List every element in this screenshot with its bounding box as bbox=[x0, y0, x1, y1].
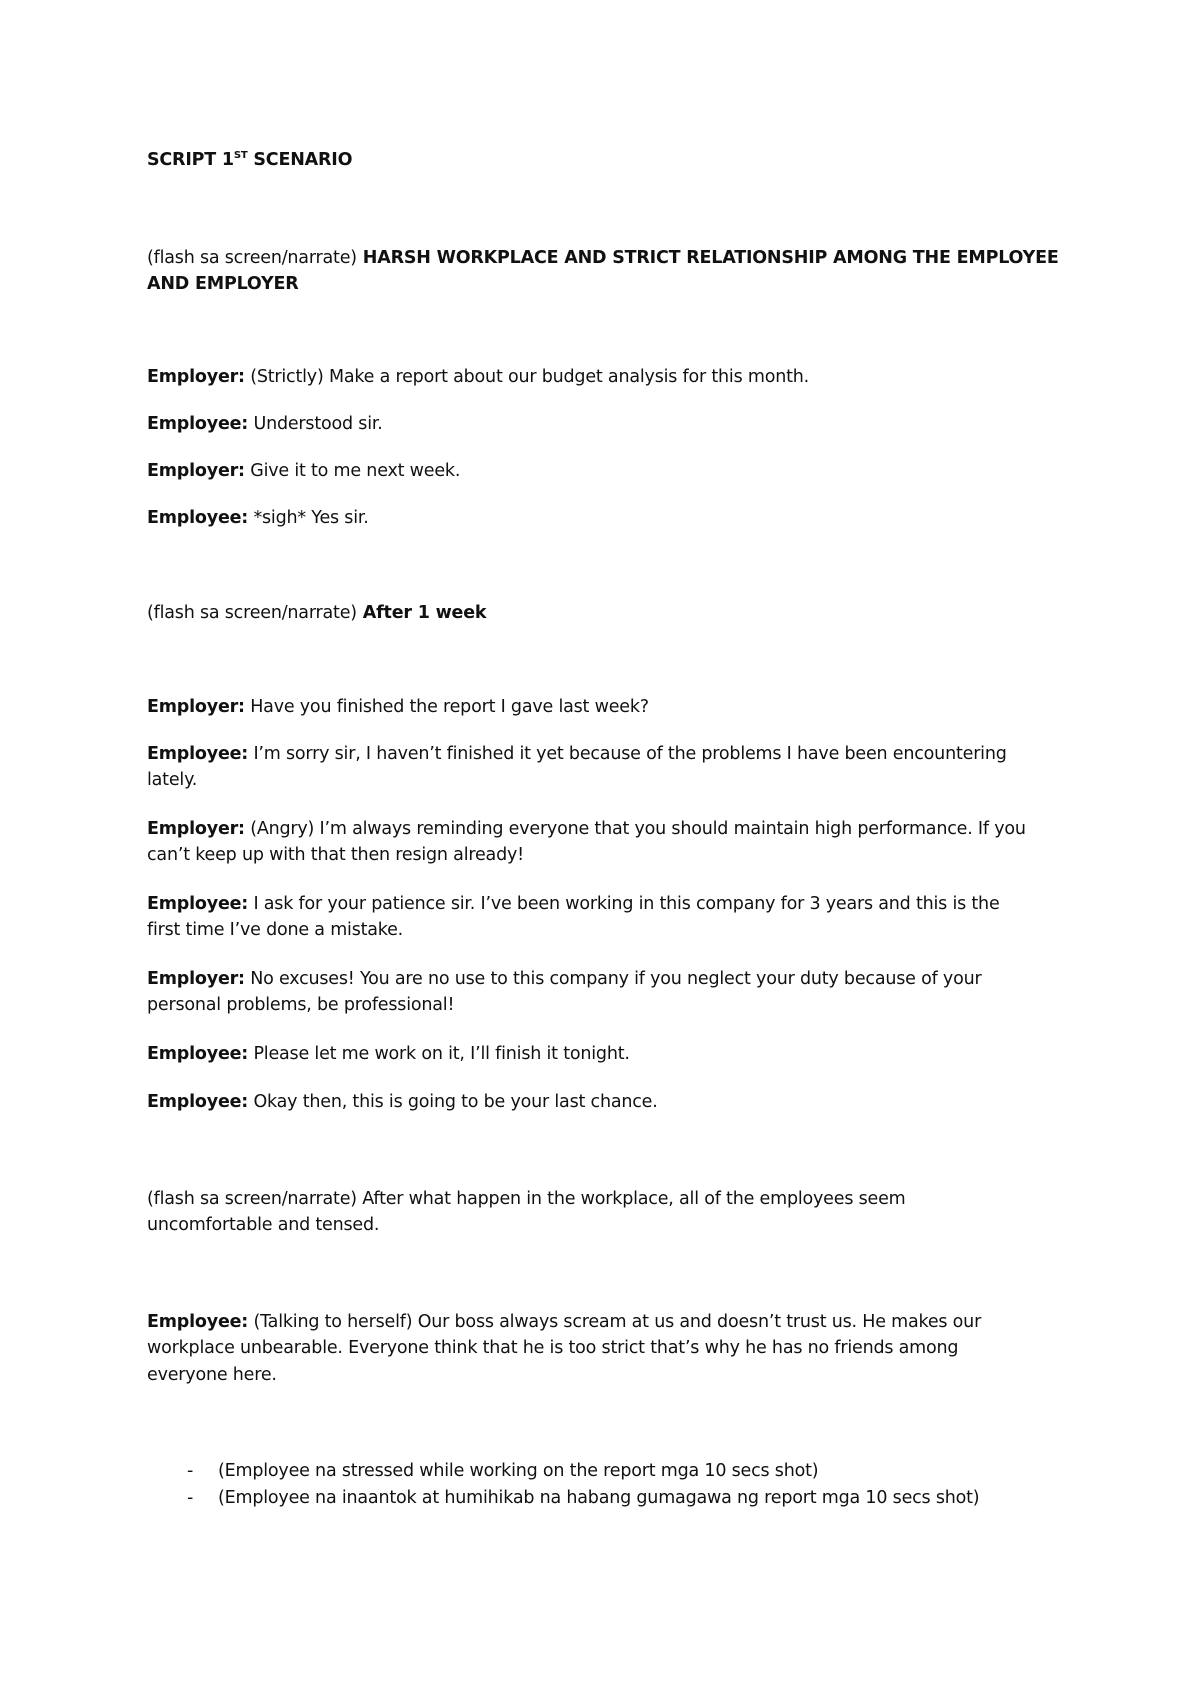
speaker-label: Employer: bbox=[147, 969, 245, 989]
speaker-label: Employee: bbox=[147, 508, 249, 528]
narration-1-line-1 bbox=[147, 245, 1059, 272]
dialogue-line bbox=[147, 694, 649, 721]
dialogue-line bbox=[147, 364, 809, 391]
dialogue-text: (Angry) I’m always reminding everyone that you should maintain high performance. If you bbox=[244, 819, 1026, 839]
narration-3-line-1 bbox=[147, 1186, 906, 1213]
dialogue-line bbox=[147, 891, 1000, 918]
speaker-label: Employer: bbox=[147, 819, 245, 839]
speaker-label: Employee: bbox=[147, 1044, 249, 1064]
narration-text: After 1 week bbox=[356, 603, 487, 623]
narration-text: HARSH WORKPLACE AND STRICT RELATIONSHIP AMONG THE EMPLOYEE bbox=[356, 248, 1059, 268]
speaker-label: Employee: bbox=[147, 414, 249, 434]
speaker-label: Employee: bbox=[147, 744, 249, 764]
narration-cue: (flash sa screen/narrate) bbox=[147, 1189, 357, 1209]
speaker-label: Employer: bbox=[147, 367, 245, 387]
dialogue-continuation: personal problems, be professional! bbox=[147, 995, 455, 1015]
dialogue-continuation: first time I’ve done a mistake. bbox=[147, 920, 404, 940]
dialogue-line bbox=[147, 1089, 658, 1116]
monologue-line-3: everyone here. bbox=[147, 1365, 277, 1385]
narration-cue: (flash sa screen/narrate) bbox=[147, 248, 357, 268]
speaker-label: Employer: bbox=[147, 697, 245, 717]
narration-cue: (flash sa screen/narrate) bbox=[147, 603, 357, 623]
dialogue-text: No excuses! You are no use to this company if you neglect your duty because of your bbox=[244, 969, 982, 989]
narration-1-line-2: AND EMPLOYER bbox=[147, 274, 299, 294]
dialogue-text: Give it to me next week. bbox=[244, 461, 461, 481]
dialogue-line bbox=[147, 458, 460, 485]
bullet-marker: - bbox=[187, 1461, 194, 1481]
shot-list-item: (Employee na stressed while working on the report mga 10 secs shot) bbox=[218, 1461, 819, 1481]
dialogue-text: I’m sorry sir, I haven’t finished it yet because of the problems I have been encountering bbox=[248, 744, 1007, 764]
dialogue-line bbox=[147, 505, 369, 532]
speaker-label: Employee: bbox=[147, 1092, 249, 1112]
monologue-line-2: workplace unbearable. Everyone think that he is too strict that’s why he has no friends among bbox=[147, 1338, 959, 1358]
narration-3-line-2: uncomfortable and tensed. bbox=[147, 1215, 380, 1235]
script-title bbox=[147, 147, 352, 174]
dialogue-text: (Strictly) Make a report about our budget analysis for this month. bbox=[244, 367, 810, 387]
speaker-label: Employee: bbox=[147, 894, 249, 914]
dialogue-line bbox=[147, 816, 1026, 843]
dialogue-text: Please let me work on it, I’ll finish it tonight. bbox=[248, 1044, 630, 1064]
title-superscript: ST bbox=[233, 150, 248, 162]
dialogue-text: Have you finished the report I gave last week? bbox=[244, 697, 649, 717]
narration-text: After what happen in the workplace, all of the employees seem bbox=[356, 1189, 906, 1209]
dialogue-text: *sigh* Yes sir. bbox=[248, 508, 369, 528]
dialogue-line bbox=[147, 741, 1007, 768]
dialogue-line bbox=[147, 966, 981, 993]
dialogue-continuation: can’t keep up with that then resign already! bbox=[147, 845, 524, 865]
dialogue-text: Understood sir. bbox=[248, 414, 383, 434]
title-suffix: SCENARIO bbox=[247, 150, 353, 170]
dialogue-continuation: lately. bbox=[147, 770, 198, 790]
dialogue-line bbox=[147, 1041, 630, 1068]
narration-2 bbox=[147, 600, 486, 627]
monologue-line-1 bbox=[147, 1309, 981, 1336]
speaker-label: Employee: bbox=[147, 1312, 249, 1332]
dialogue-text: I ask for your patience sir. I’ve been working in this company for 3 years and this is the bbox=[248, 894, 1000, 914]
dialogue-text: Okay then, this is going to be your last chance. bbox=[248, 1092, 658, 1112]
speaker-label: Employer: bbox=[147, 461, 245, 481]
monologue-text: (Talking to herself) Our boss always scream at us and doesn’t trust us. He makes our bbox=[248, 1312, 982, 1332]
title-prefix: SCRIPT 1 bbox=[147, 150, 234, 170]
bullet-marker: - bbox=[187, 1488, 194, 1508]
dialogue-line bbox=[147, 411, 383, 438]
shot-list-item: (Employee na inaantok at humihikab na habang gumagawa ng report mga 10 secs shot) bbox=[218, 1488, 980, 1508]
